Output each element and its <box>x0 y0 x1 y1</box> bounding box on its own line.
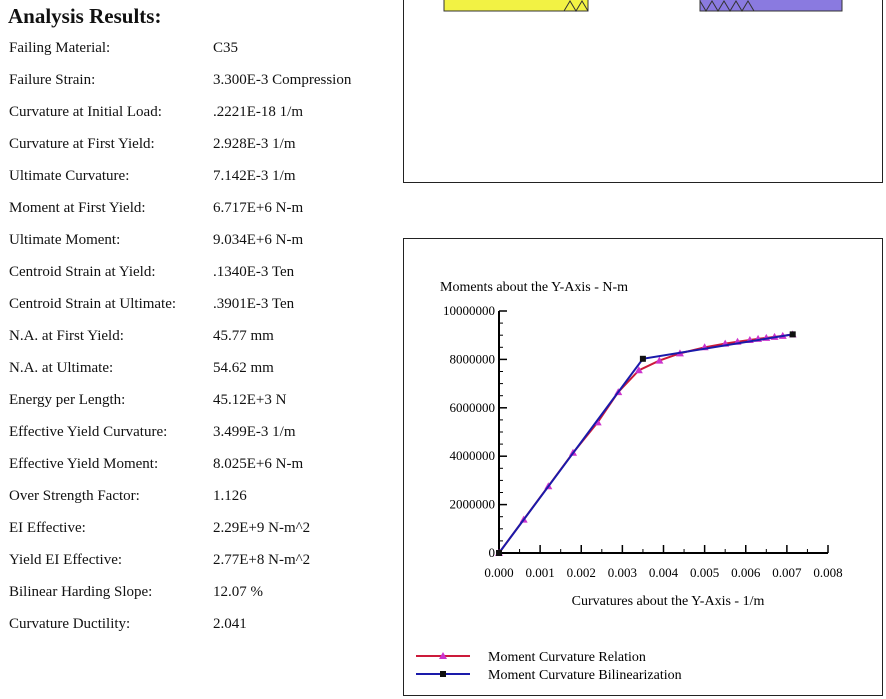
result-label: EI Effective: <box>9 520 86 536</box>
chart-axes <box>443 303 843 580</box>
result-label: Effective Yield Moment: <box>9 456 159 472</box>
y-tick-label: 10000000 <box>443 303 495 318</box>
y-tick-label: 2000000 <box>449 496 495 512</box>
result-value: 2.29E+9 N-m^2 <box>213 520 311 536</box>
moment-curvature-chart <box>404 239 882 695</box>
result-label: N.A. at Ultimate: <box>9 360 114 376</box>
y-tick-label: 8000000 <box>449 351 495 367</box>
result-value: 2.77E+8 N-m^2 <box>213 552 311 568</box>
result-value: 3.300E-3 Compression <box>213 72 352 88</box>
result-row <box>9 424 389 444</box>
x-tick-label: 0.004 <box>648 565 679 580</box>
x-tick-label: 0.006 <box>731 565 761 580</box>
result-row <box>9 104 389 124</box>
result-label: Ultimate Moment: <box>9 232 121 248</box>
y-tick-label: 6000000 <box>449 399 495 415</box>
result-value: 45.12E+3 N <box>213 392 287 408</box>
result-row <box>9 232 389 252</box>
result-row <box>9 584 389 604</box>
section-view-panel <box>403 0 883 183</box>
result-row <box>9 264 389 284</box>
result-row <box>9 72 389 92</box>
result-value: 45.77 mm <box>213 328 274 344</box>
y-tick-label: 0 <box>488 545 495 560</box>
result-row <box>9 552 389 572</box>
analysis-results-title: Analysis Results: <box>8 4 162 28</box>
chart-series <box>495 330 797 556</box>
result-row <box>9 136 389 156</box>
result-row <box>9 168 389 188</box>
series-moment-curvature-relation <box>495 330 797 556</box>
legend-marker <box>440 671 446 677</box>
chart-title: Moments about the Y-Axis - N-m <box>440 280 629 295</box>
y-tick-label: 4000000 <box>449 448 495 464</box>
result-value: .2221E-18 1/m <box>213 104 303 120</box>
result-row <box>9 488 389 508</box>
result-row <box>9 200 389 220</box>
result-value: 3.499E-3 1/m <box>213 424 296 440</box>
result-label: Effective Yield Curvature: <box>9 424 168 440</box>
result-value: 2.928E-3 1/m <box>213 136 296 152</box>
result-value: 12.07 % <box>213 584 263 600</box>
result-row <box>9 328 389 348</box>
legend-entry-label: Moment Curvature Bilinearization <box>488 668 682 683</box>
result-value: .1340E-3 Ten <box>213 264 295 280</box>
result-value: C35 <box>213 40 239 56</box>
chart-legend <box>416 650 682 683</box>
result-label: Over Strength Factor: <box>9 488 140 504</box>
result-label: Energy per Length: <box>9 392 126 408</box>
section-drawing <box>404 0 884 184</box>
x-tick-label: 0.003 <box>607 565 637 580</box>
legend-entry-label: Moment Curvature Relation <box>488 650 646 665</box>
result-value: 8.025E+6 N-m <box>213 456 304 472</box>
x-tick-label: 0.002 <box>566 565 596 580</box>
x-tick-label: 0.005 <box>690 565 720 580</box>
result-label: Moment at First Yield: <box>9 200 146 216</box>
series-moment-curvature-bilinearization <box>496 331 796 556</box>
data-point <box>640 356 646 362</box>
result-value: 2.041 <box>213 616 247 632</box>
result-label: N.A. at First Yield: <box>9 328 124 344</box>
result-value: 7.142E-3 1/m <box>213 168 296 184</box>
result-row <box>9 520 389 540</box>
x-tick-label: 0.007 <box>772 565 802 580</box>
result-row <box>9 296 389 316</box>
section-strip-right <box>700 0 842 11</box>
result-row <box>9 360 389 380</box>
series-line <box>499 334 793 553</box>
result-label: Yield EI Effective: <box>9 552 123 568</box>
section-strip-left <box>444 0 588 11</box>
x-tick-label: 0.008 <box>813 565 843 580</box>
result-row <box>9 40 389 60</box>
result-label: Centroid Strain at Ultimate: <box>9 296 177 312</box>
result-row <box>9 456 389 476</box>
x-tick-label: 0.000 <box>484 565 514 580</box>
result-label: Ultimate Curvature: <box>9 168 130 184</box>
chart-x-axis-label: Curvatures about the Y-Axis - 1/m <box>571 594 765 609</box>
result-value: 9.034E+6 N-m <box>213 232 304 248</box>
result-value: 6.717E+6 N-m <box>213 200 304 216</box>
result-label: Curvature at Initial Load: <box>9 104 162 120</box>
result-row <box>9 616 389 636</box>
result-label: Failure Strain: <box>9 72 96 88</box>
data-point <box>496 550 502 556</box>
result-label: Failing Material: <box>9 40 111 56</box>
result-label: Curvature at First Yield: <box>9 136 155 152</box>
result-value: 1.126 <box>213 488 247 504</box>
x-tick-label: 0.001 <box>525 565 555 580</box>
result-label: Bilinear Harding Slope: <box>9 584 153 600</box>
result-label: Curvature Ductility: <box>9 616 131 632</box>
result-value: .3901E-3 Ten <box>213 296 295 312</box>
result-value: 54.62 mm <box>213 360 274 376</box>
result-label: Centroid Strain at Yield: <box>9 264 156 280</box>
data-point <box>790 331 796 337</box>
moment-curvature-chart-panel <box>403 238 883 696</box>
result-row <box>9 392 389 412</box>
